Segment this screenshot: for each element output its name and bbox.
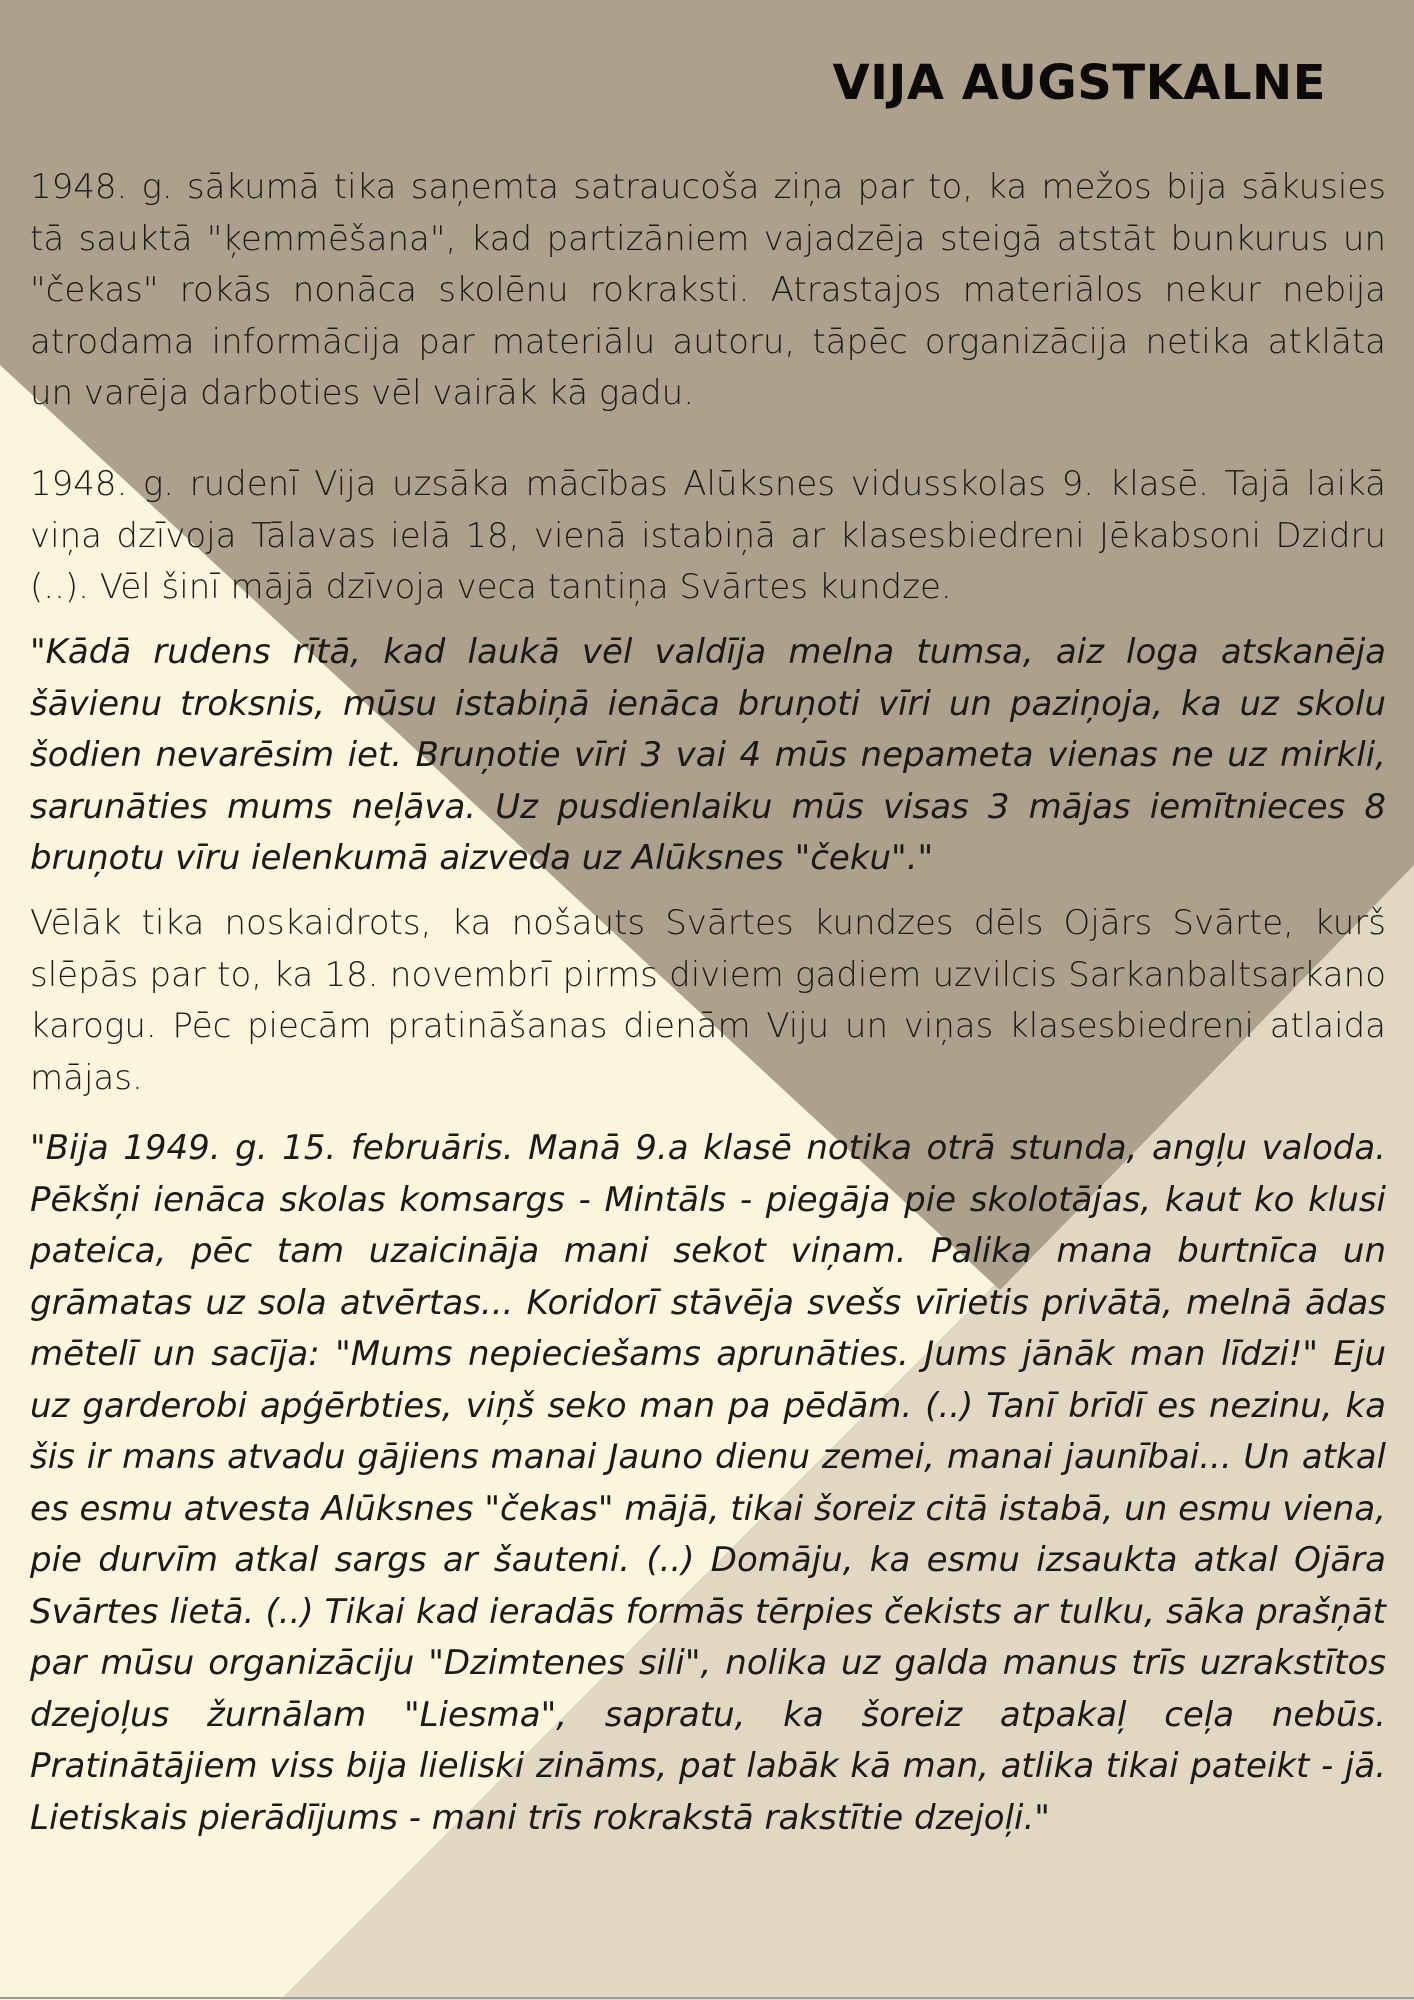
paragraph-kemmesana: 1948. g. sākumā tika saņemta satraucoša ziņa par to, ka mežos bija sākusies tā sauktā "ķemmēšana", kad partizāniem vajadzēja steigā atstāt bunkurus un "čekas" rokās nonāca skolēnu rokraksti. Atrastajos materiālos nekur nebija atrodama informācija par materiālu autoru, tāpēc organizācija netika atklāta un varēja darboties vēl vairāk kā gadu. [30, 167, 1386, 413]
quote-autumn-morning: "Kādā rudens rītā, kad laukā vēl valdīja melna tumsa, aiz loga atskanēja šāvienu troksnis, mūsu istabiņā ienāca bruņoti vīri un paziņoja, ka uz skolu šodien nevarēsim iet. Bruņotie vīri 3 vai 4 mūs nepameta vienas ne uz mirkli, sarunāties mums neļāva. Uz pusdienlaiku mūs visas 3 mājas iemītnieces 8 bruņotu vīru ielenkumā aizveda uz Alūksnes "čeku"." [30, 632, 1386, 878]
paragraph-autumn-1948: 1948. g. rudenī Vija uzsāka mācības Alūksnes vidusskolas 9. klasē. Tajā laikā viņa dzīvoja Tālavas ielā 18, vienā istabiņā ar klasesbiedreni Jēkabsoni Dzidru (..). Vēl šinī mājā dzīvoja veca tantiņa Svārtes kundze. [30, 464, 1386, 607]
page-title: VIJA AUGSTKALNE [832, 55, 1326, 111]
quote-february-1949: "Bija 1949. g. 15. februāris. Manā 9.a klasē notika otrā stunda, angļu valoda. Pēkšņi ienāca skolas komsargs - Mintāls - piegāja pie skolotājas, kaut ko klusi pateica, pēc tam uzaicināja mani sekot viņam. Palika mana burtnīca un grāmatas uz sola atvērtas... Koridorī stāvēja svešs vīrietis privātā, melnā ādas mētelī un sacīja: "Mums nepieciešams aprunāties. Jums jānāk man līdzi!" Eju uz garderobi apģērbties, viņš seko man pa pēdām. (..) Tanī brīdī es nezinu, ka šis ir mans atvadu gājiens manai Jauno dienu zemei, manai jaunībai... Un atkal es esmu atvesta Alūksnes "čekas" mājā, tikai šoreiz citā istabā, un esmu viena, pie durvīm atkal sargs ar šauteni. (..) Domāju, ka esmu izsaukta atkal Ojāra Svārtes lietā. (..) Tikai kad ieradās formās tērpies čekists ar tulku, sāka prašņāt par mūsu organizāciju "Dzimtenes sili", nolika uz galda manus trīs uzrakstītos dzejoļus žurnālam "Liesma", sapratu, ka šoreiz atpakaļ ceļa nebūs. Pratinātājiem viss bija lieliski zināms, pat labāk kā man, atlika tikai pateikt - jā. Lietiskais pierādījums - mani trīs rokrakstā rakstītie dzejoļi." [30, 1128, 1386, 1838]
paragraph-ojars-svarte: Vēlāk tika noskaidrots, ka nošauts Svārtes kundzes dēls Ojārs Svārte, kurš slēpās par to, ka 18. novembrī pirms diviem gadiem uzvilcis Sarkanbaltsarkano karogu. Pēc piecām pratināšanas dienām Viju un viņas klasesbiedreni atlaida mājas. [30, 903, 1386, 1098]
